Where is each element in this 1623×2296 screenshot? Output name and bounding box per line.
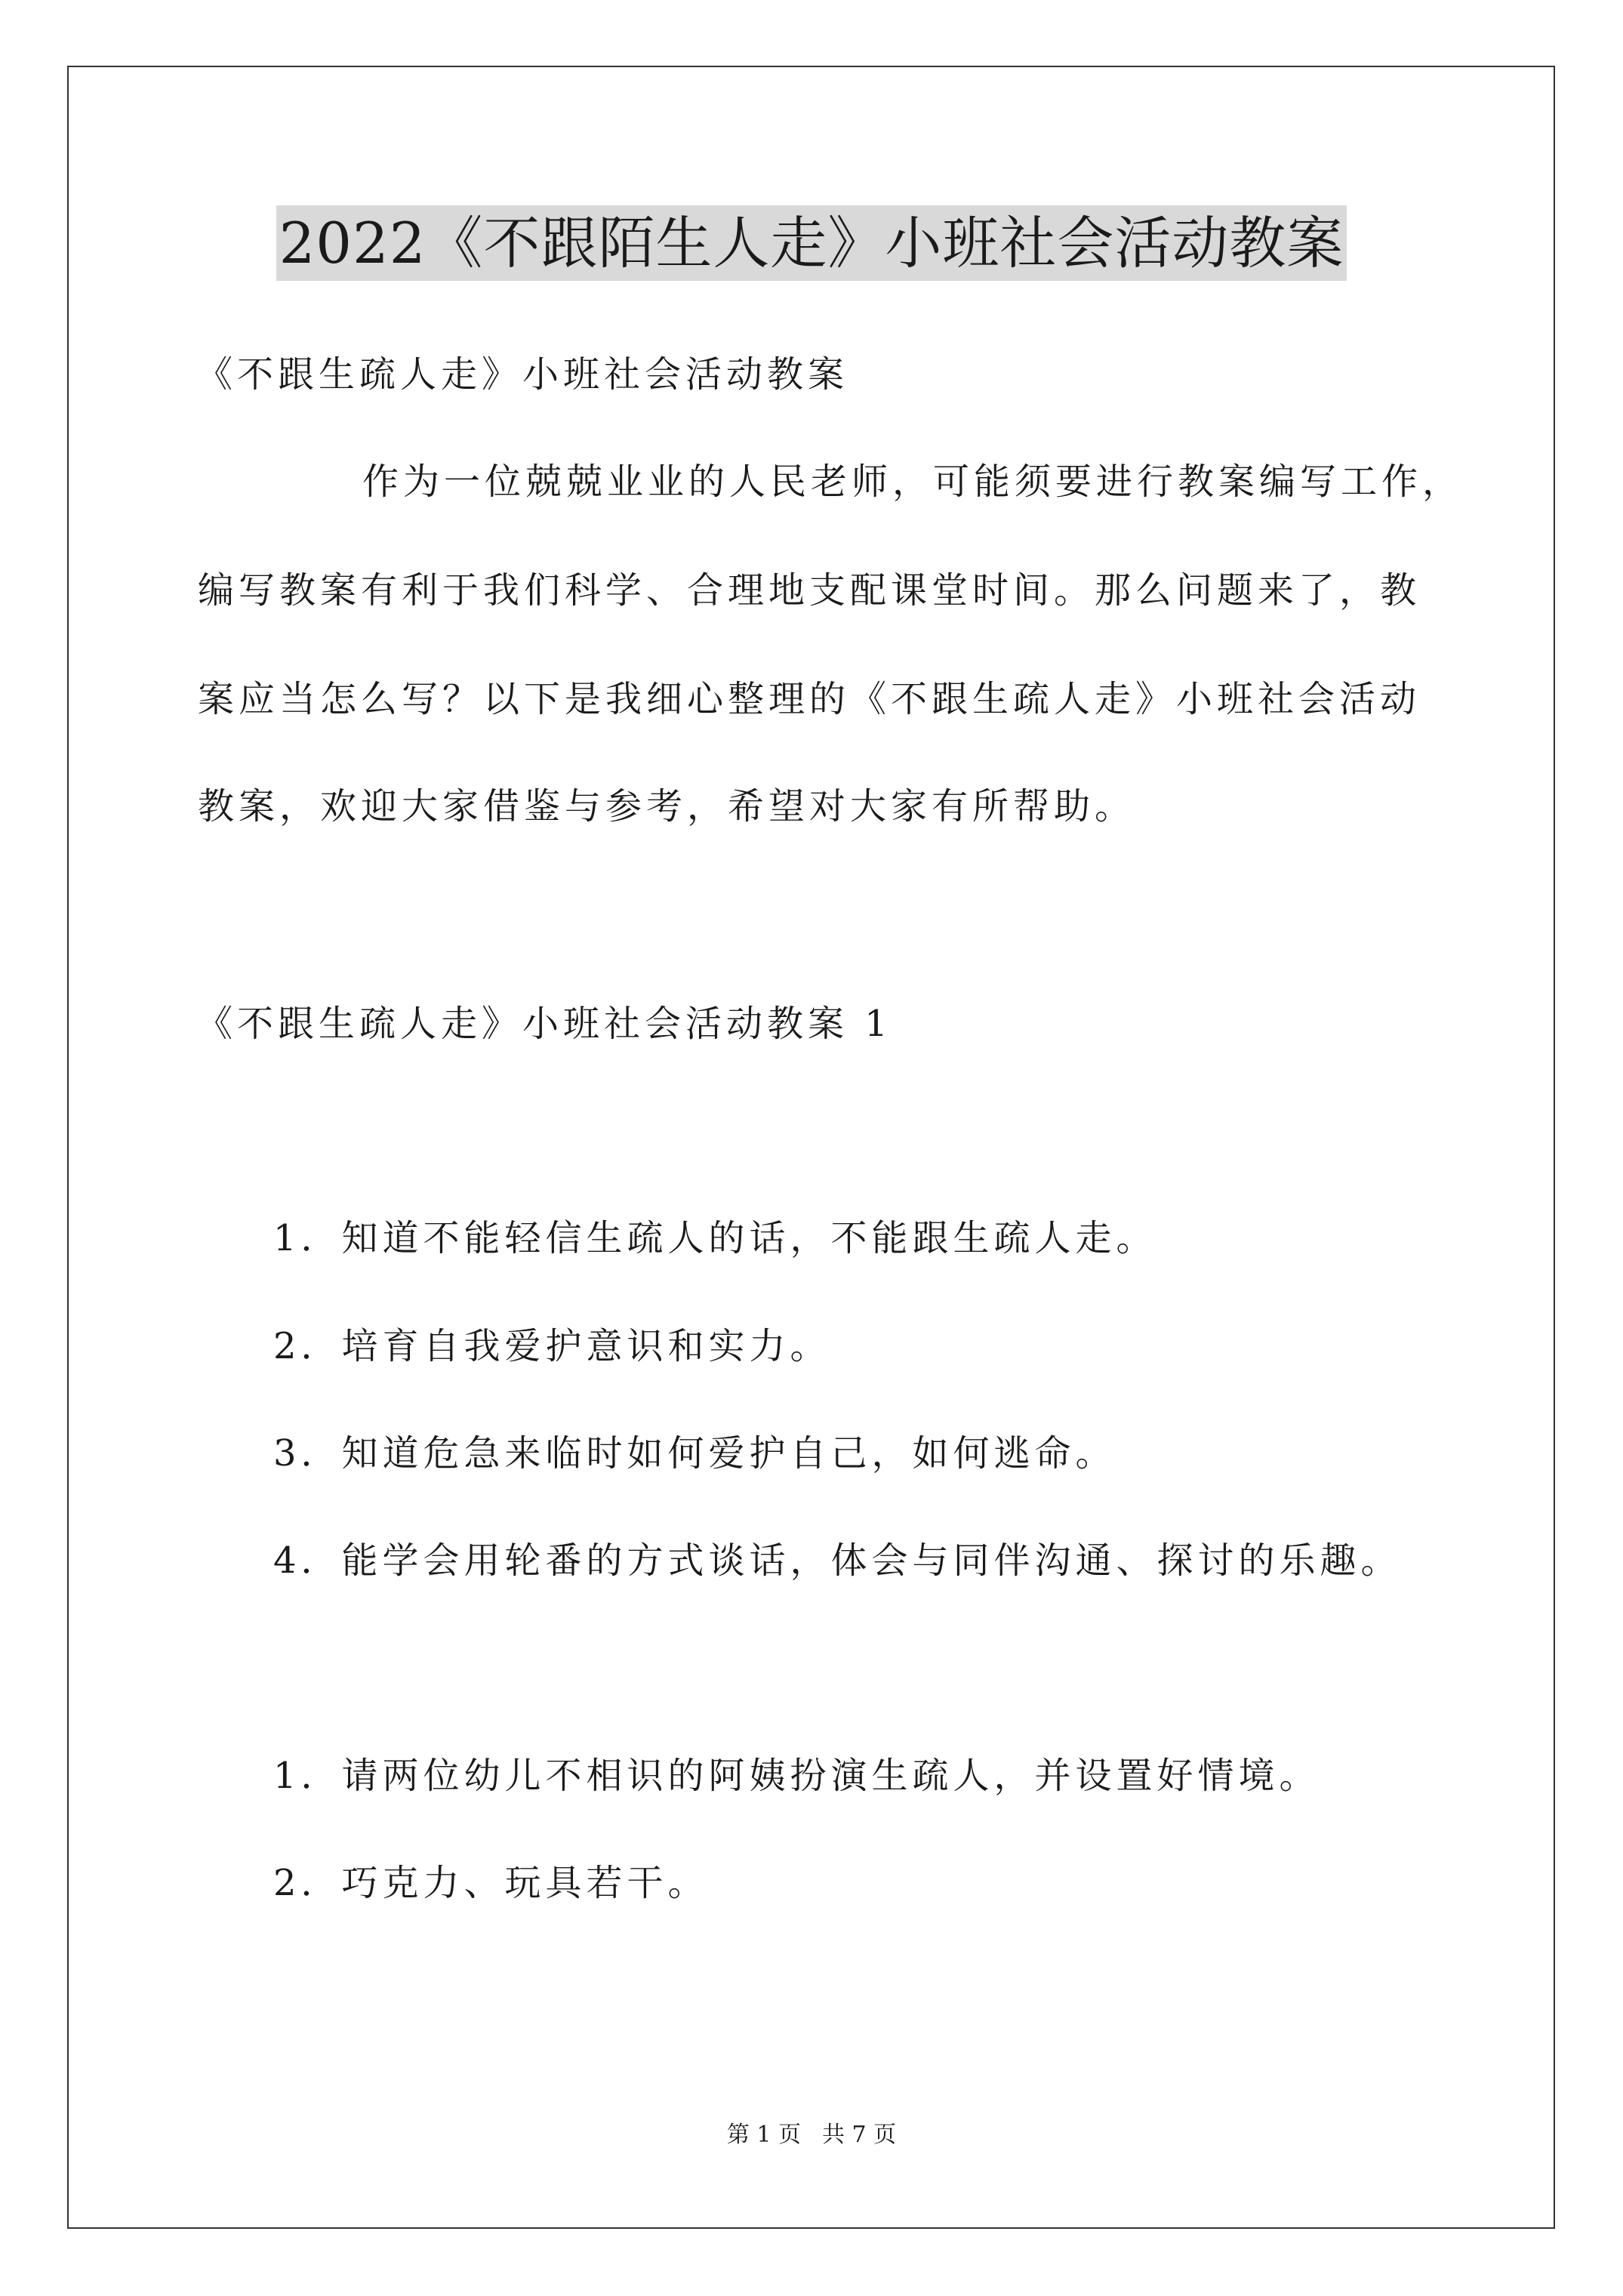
intro-line-2: 编写教案有利于我们科学、合理地支配课堂时间。那么问题来了，教	[198, 569, 1421, 612]
intro-line-3: 案应当怎么写？以下是我细心整理的《不跟生疏人走》小班社会活动	[198, 678, 1421, 720]
preparation-item-2: 2．巧克力、玩具若干。	[273, 1862, 709, 1904]
intro-line-1: 作为一位兢兢业业的人民老师，可能须要进行教案编写工作，	[362, 461, 1464, 503]
document-title: 2022《不跟陌生人走》小班社会活动教案	[276, 205, 1347, 281]
title-container	[0, 205, 1623, 281]
preparation-item-1: 1．请两位幼儿不相识的阿姨扮演生疏人，并设置好情境。	[273, 1755, 1320, 1797]
page-number-current: 第 1 页	[726, 2122, 801, 2148]
goal-item-1: 1．知道不能轻信生疏人的话，不能跟生疏人走。	[273, 1217, 1157, 1259]
goal-item-3: 3．知道危急来临时如何爱护自己，如何逃命。	[273, 1432, 1116, 1475]
intro-line-4: 教案，欢迎大家借鉴与参考，希望对大家有所帮助。	[198, 785, 1136, 827]
goal-item-2: 2．培育自我爱护意识和实力。	[273, 1325, 831, 1367]
page-number-total: 共 7 页	[822, 2122, 897, 2148]
document-subtitle: 《不跟生疏人走》小班社会活动教案	[196, 353, 849, 396]
goal-item-4: 4．能学会用轮番的方式谈话，体会与同伴沟通、探讨的乐趣。	[273, 1539, 1402, 1582]
page-footer	[0, 2122, 1623, 2149]
section-heading: 《不跟生疏人走》小班社会活动教案 1	[196, 1003, 892, 1045]
